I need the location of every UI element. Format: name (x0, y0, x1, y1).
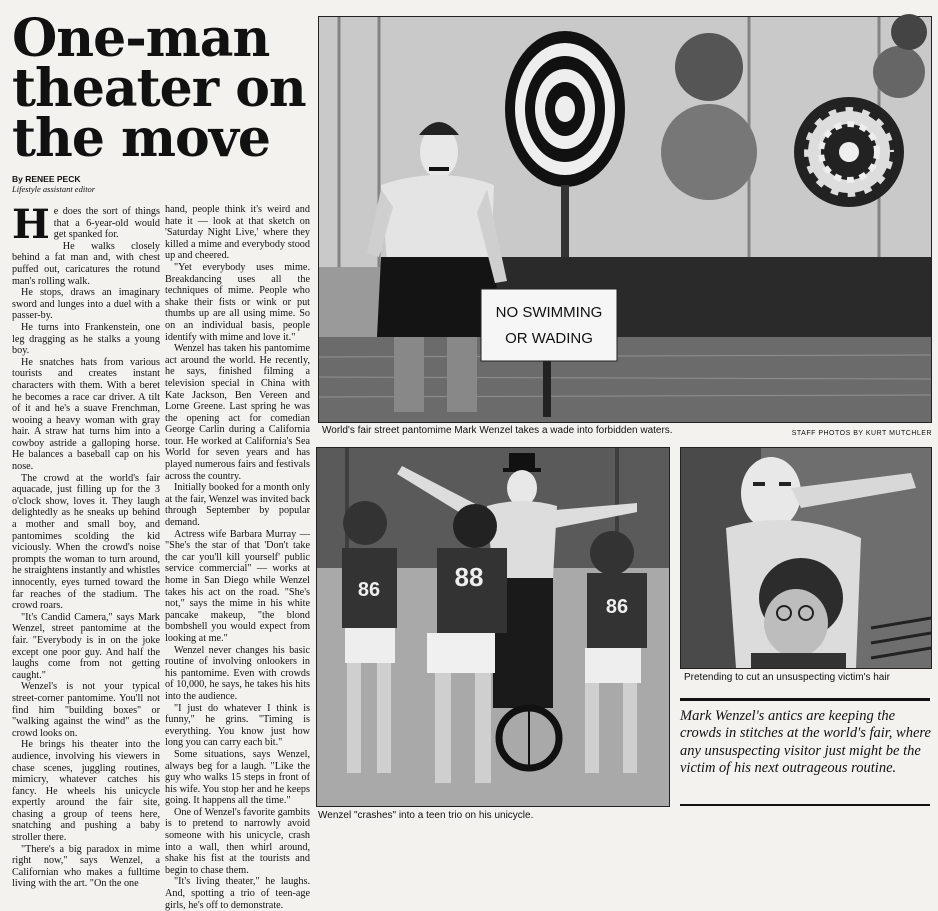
article-paragraph: Initially booked for a month only at the fair, Wenzel was invited back through September by popular demand. (165, 482, 310, 529)
checkered-wheel (794, 97, 904, 207)
article-paragraph: He turns into Frankenstein, one leg dragging as he stalks a young boy. (12, 321, 160, 357)
headline (12, 8, 312, 169)
photo-unicycle-teens (316, 447, 670, 807)
pullquote-rule-bottom (680, 804, 930, 806)
article-paragraph: Wenzel never changes his basic routine of involving onlookers in his pantomime. Even with crowds of 10,000, he says, he takes his hits into the audience. (165, 644, 310, 702)
article-paragraph: Wenzel's is not your typical street-corner pantomime. You'll not find him "building boxes" or "walking against the wind" as the crowd looks on. (12, 681, 160, 739)
article-paragraph: Wenzel has taken his pantomime act around the world. He recently, he says, finished filming a television special in China with Kate Jackson, Ben Vereen and Lorne Greene. Last spring he was the opening act for comedian George Carlin during a California tour. He worked at California's Sea World for seven years and has played numerous fairs and festivals across the country. (165, 343, 310, 482)
caption-hair-photo: Pretending to cut an unsuspecting victim's hair (684, 672, 890, 683)
photo-hair-image (681, 448, 931, 668)
photo-credit: STAFF PHOTOS BY KURT MUTCHLER (791, 430, 932, 437)
article-column-2 (165, 204, 310, 911)
sign-line-2: OR WADING (505, 330, 593, 347)
article-paragraph (12, 201, 160, 248)
caption-main-photo: World's fair street pantomime Mark Wenzel takes a wade into forbidden waters. (322, 425, 673, 436)
byline (12, 174, 162, 194)
headline-line: theater on (12, 58, 306, 119)
sign-line-1: NO SWIMMING (495, 304, 603, 321)
article-paragraph: "I just do whatever I think is funny," he grins. "Timing is everything. You know just how long you can carry each bit." (165, 702, 310, 749)
byline-author: By RENEE PECK (12, 174, 81, 184)
caption-unicycle-photo: Wenzel "crashes" into a teen trio on his unicycle. (318, 810, 534, 821)
article-column-1 (12, 201, 160, 890)
article-paragraph: Some situations, says Wenzel, always beg for a laugh. "Like the guy who walks 15 steps in front of his wife. You stop her and he keeps going. It happens all the time." (165, 748, 310, 807)
article-paragraph: "It's living theater," he laughs. And, spotting a trio of teen-age girls, he's off to demonstrate. (165, 876, 310, 911)
jersey-number: 88 (454, 562, 484, 592)
photo-hair-cut (680, 447, 932, 669)
headline-line: the move (12, 108, 271, 169)
article-paragraph: He snatches hats from various tourists and creates instant characters with them. With a beret he becomes a race car driver. A tilt of it and he's a suave Frenchman, wooing a heavy woman with gray hair. A straw hat turns him into a cowboy astride a galloping horse. He balances a baseball cap on his nose. (12, 356, 160, 473)
paragraph-text: e does the sort of things that a 6-year-old would get spanked for. (53, 206, 160, 241)
article-paragraph: One of Wenzel's favorite gambits is to pretend to narrowly avoid someone with his unicycle, crash into a wall, then whirl around, shake his fist at the tourists and begin to chase them. (165, 806, 310, 876)
article-paragraph: hand, people think it's weird and hate it — look at that sketch on 'Saturday Night Live,' where they killed a mime and everybody stood up and cheered. (165, 204, 310, 262)
article-paragraph: Actress wife Barbara Murray — "She's the star of that 'Don't take the car you'll kill yourself' public service commercial" — works at home in San Diego while Wenzel takes his act on the road. "She's not," says the mime in his white pancake makeup, "the blond bombshell you would expect from looking at me." (165, 528, 310, 644)
article-paragraph: "Yet everybody uses mime. Breakdancing uses all the techniques of mime. People who shake their fists or wink or put thumbs up are all using mime. So on an individual basis, people identify with mime and love it." (165, 261, 310, 343)
article-paragraph: He brings his theater into the audience, involving his viewers in chase scenes, juggling routines, mimicry, whatever catches his fancy. He wheels his unicycle expertly around the fair site, chasing a group of teens here, snatching and pushing a baby stroller there. (12, 739, 160, 844)
jersey-number: 86 (605, 596, 629, 618)
article-paragraph: He walks closely behind a fat man and, with chest puffed out, caricatures the rotund man's rolling walk. (12, 240, 160, 287)
article-paragraph: "It's Candid Camera," says Mark Wenzel, street pantomime at the fair. "Everybody is in on the joke except one poor guy. And half the laughs come from not getting caught." (12, 611, 160, 681)
article-paragraph: He stops, draws an imaginary sword and lunges into a duel with a passer-by. (12, 287, 160, 322)
photo-mime-wading-image (319, 17, 931, 422)
article-paragraph: The crowd at the world's fair aquacade, just filling up for the 3 o'clock show, loves it. They laugh delightedly as he sneaks up behind a mother and small boy, and pantomimes scolding the kid viciously. When the crowd's noise prompts the woman to turn around, he straightens instantly and whistles innocently, eyes turned toward the far reaches of the stadium. The crowd roars. (12, 472, 160, 612)
headline-line: One-man (12, 8, 270, 69)
article-paragraph: "There's a big paradox in mime right now," says Wenzel, a Californian who makes a fulltime living with the art. "On the one (12, 843, 160, 890)
pullquote-rule-top (680, 698, 930, 701)
drop-cap: H (12, 201, 50, 248)
photo-mime-wading (318, 16, 932, 423)
byline-role: Lifestyle assistant editor (12, 184, 96, 194)
pullquote: Mark Wenzel's antics are keeping the crowds in stitches at the world's fair, where any unsuspecting visitor just might be the victim of his next outrageous routine. (680, 708, 931, 777)
jersey-number: 86 (357, 579, 381, 601)
photo-unicycle-image (317, 448, 669, 806)
